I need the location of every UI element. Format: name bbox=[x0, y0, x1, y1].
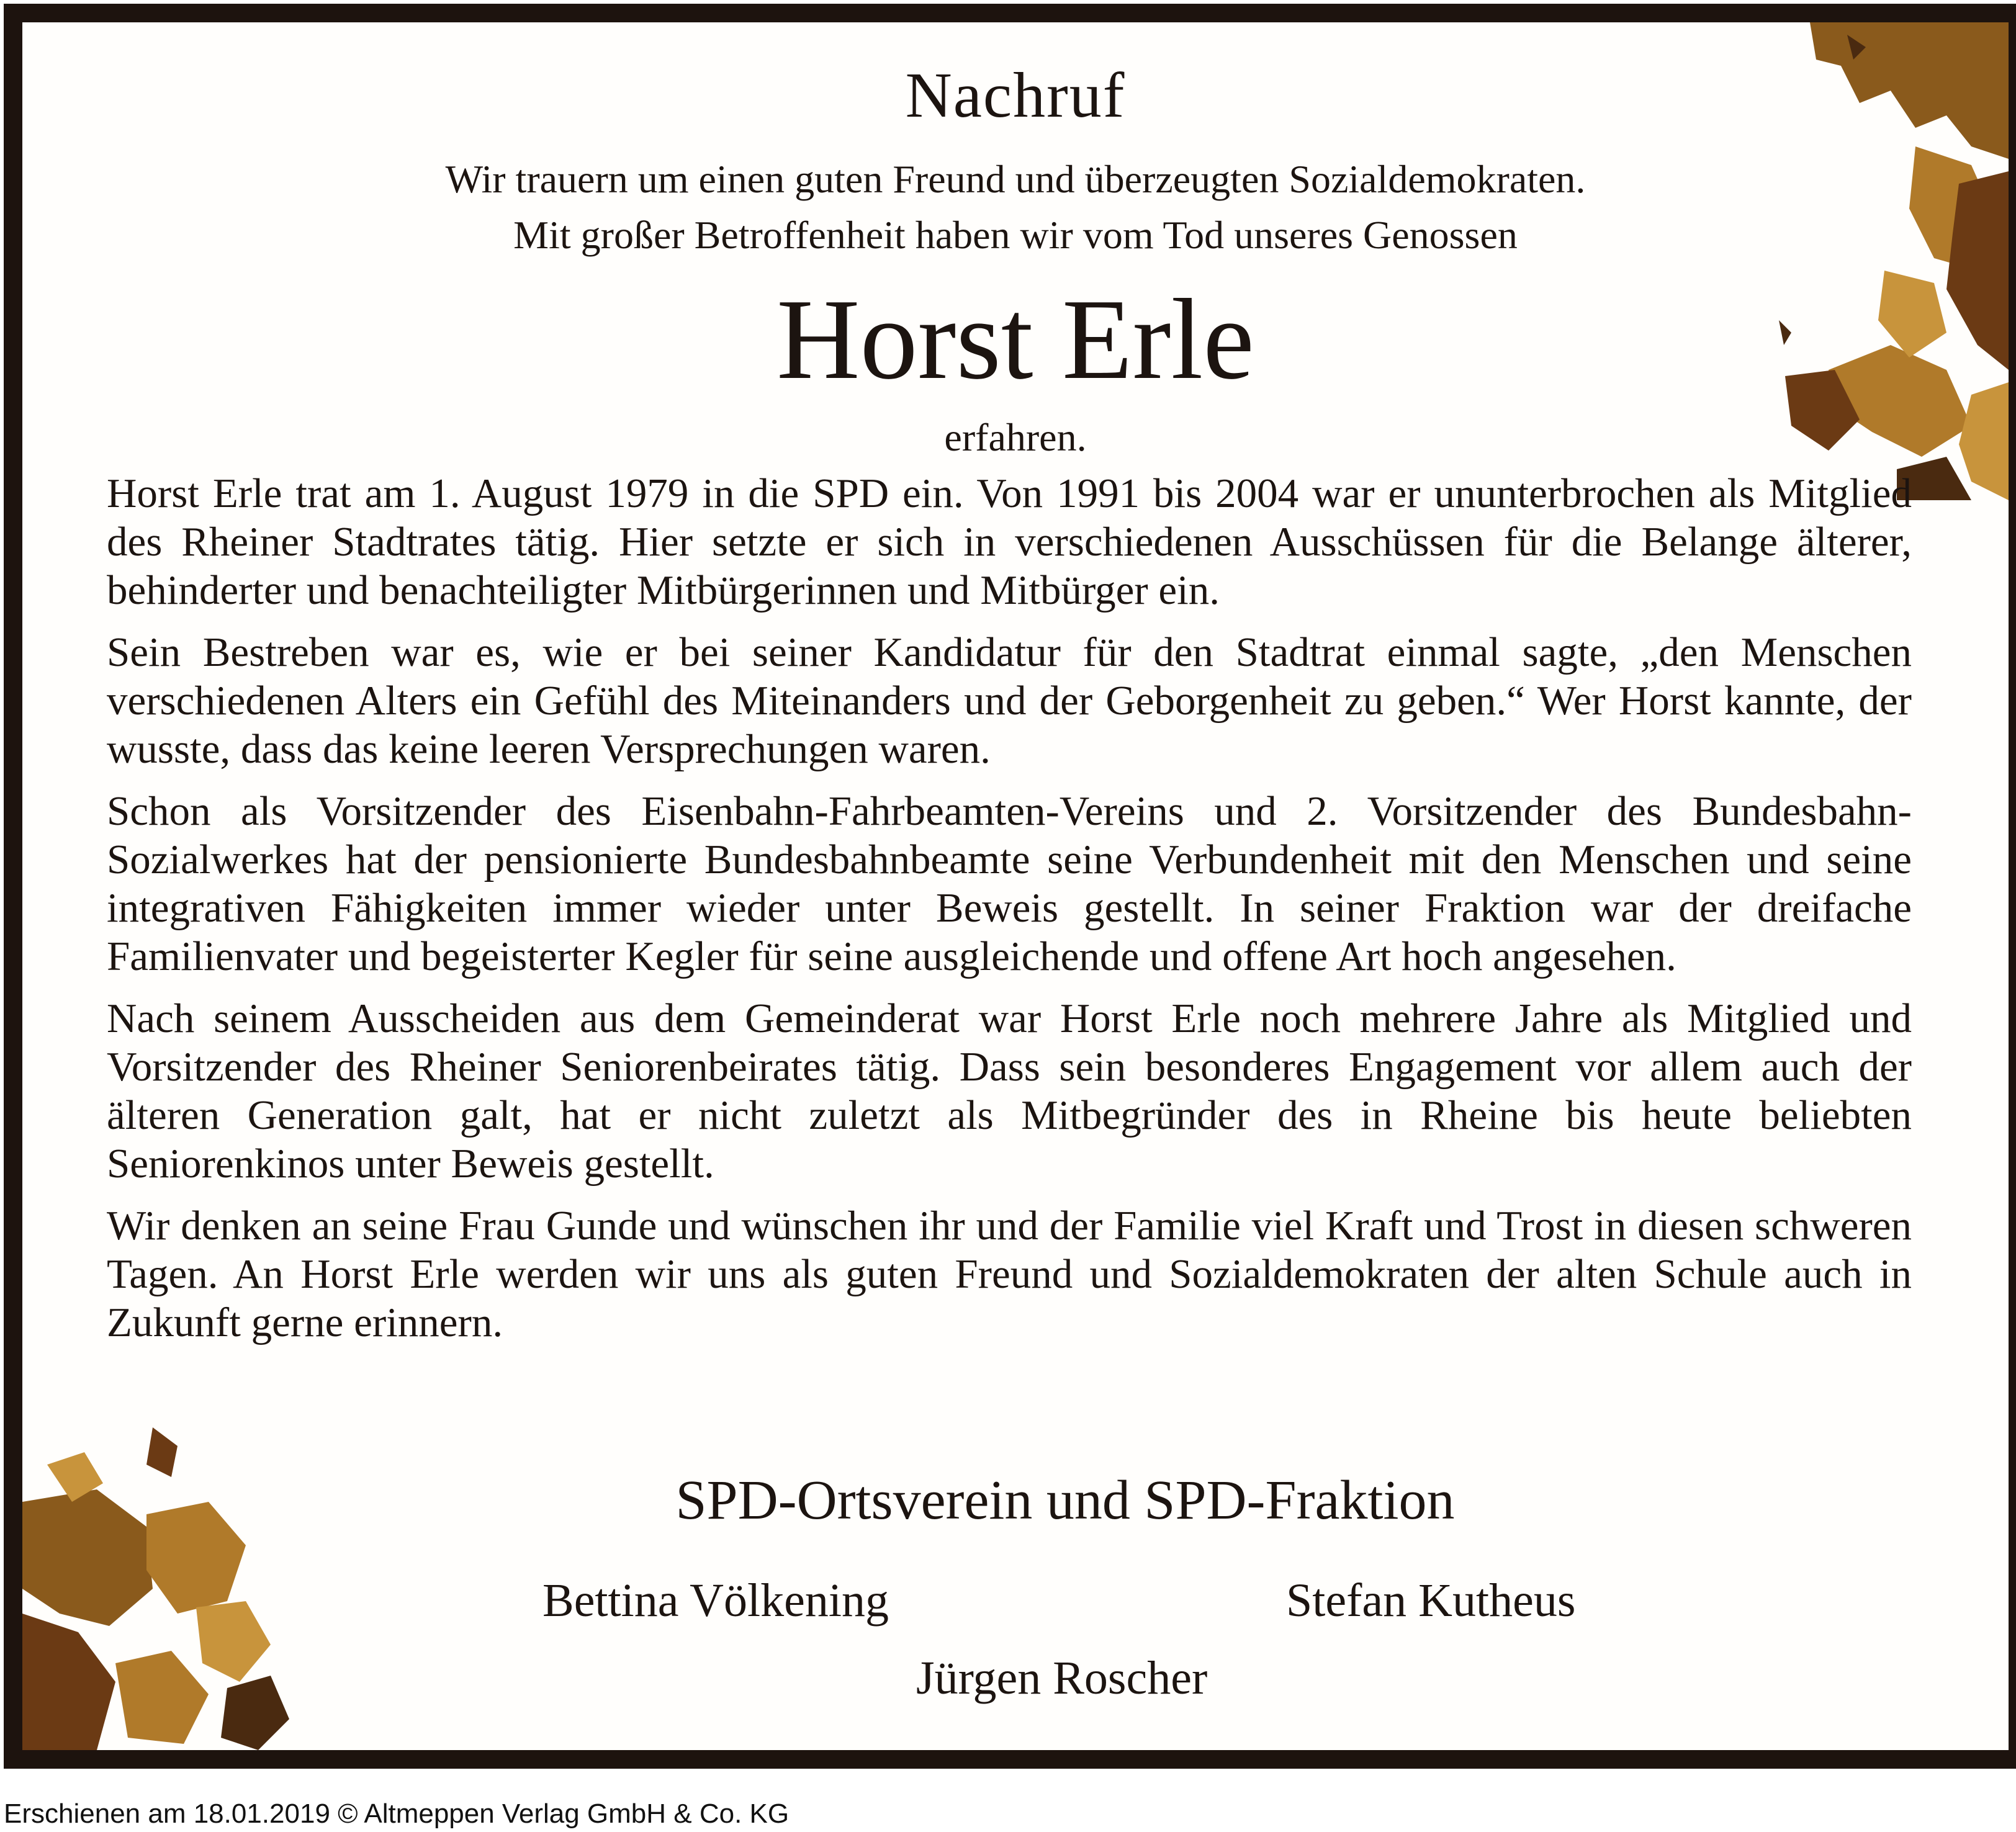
body-paragraph: Schon als Vorsitzender des Eisenbahn-Fahrbeamten-Vereins und 2. Vorsitzender des Bundesbahn-Sozialwerkes hat der pensionierte Bundesbahnbeamte seine Verbundenheit mit den Menschen und seine integrativen Fähigkeiten immer wieder unter Beweis gestellt. In seiner Fraktion war der dreifache Familienvater und begeisterter Kegler für seine ausgleichende und offene Art hoch angesehen. bbox=[107, 788, 1912, 979]
body-paragraph: Wir denken an seine Frau Gunde und wünschen ihr und der Familie viel Kraft und Trost in diesen schweren Tagen. An Horst Erle werden wir uns als guten Freund und Sozialdemokraten der alten Schule auch in Zukunft gerne erinnern. bbox=[107, 1203, 1912, 1345]
body-paragraph: Nach seinem Ausscheiden aus dem Gemeinderat war Horst Erle noch mehrere Jahre als Mitglied und Vorsitzender des Rheiner Seniorenbeirates tätig. Dass sein besonderes Engagement vor allem auch der älteren Generation galt, hat er nicht zuletzt als Mitbegründer des in Rheine bis heute beliebten Seniorenkinos unter Beweis gestellt. bbox=[107, 995, 1912, 1187]
intro-line: erfahren. bbox=[944, 415, 1087, 459]
deceased-name: Horst Erle bbox=[776, 276, 1254, 403]
obituary-frame bbox=[4, 4, 2016, 1769]
signatory-name: Jürgen Roscher bbox=[916, 1652, 1208, 1704]
body-paragraph: Sein Bestreben war es, wie er bei seiner Kandidatur für den Stadtrat einmal sagte, „den Menschen verschiedenen Alters ein Gefühl des Miteinanders und der Geborgenheit zu geben.“ Wer Horst kannte, der wusste, dass das keine leeren Versprechungen waren. bbox=[107, 629, 1912, 772]
notice-title: Nachruf bbox=[905, 60, 1126, 131]
signatory-name: Stefan Kutheus bbox=[1286, 1574, 1576, 1627]
signatory-name: Bettina Völkening bbox=[542, 1574, 889, 1627]
obituary-body bbox=[107, 469, 1912, 1360]
intro-line: Wir trauern um einen guten Freund und überzeugten Sozialdemokraten. bbox=[445, 157, 1586, 201]
publication-credit: Erschienen am 18.01.2019 © Altmeppen Verlag GmbH & Co. KG bbox=[4, 1798, 790, 1829]
signer-organization: SPD-Ortsverein und SPD-Fraktion bbox=[675, 1470, 1455, 1531]
intro-line: Mit großer Betroffenheit haben wir vom Tod unseres Genossen bbox=[513, 213, 1518, 257]
body-paragraph: Horst Erle trat am 1. August 1979 in die SPD ein. Von 1991 bis 2004 war er ununterbrochen als Mitglied des Rheiner Stadtrates tätig. Hier setzte er sich in verschiedenen Ausschüssen für die Belange älterer, behinderter und benachteiligter Mitbürgerinnen und Mitbürger ein. bbox=[107, 470, 1912, 613]
